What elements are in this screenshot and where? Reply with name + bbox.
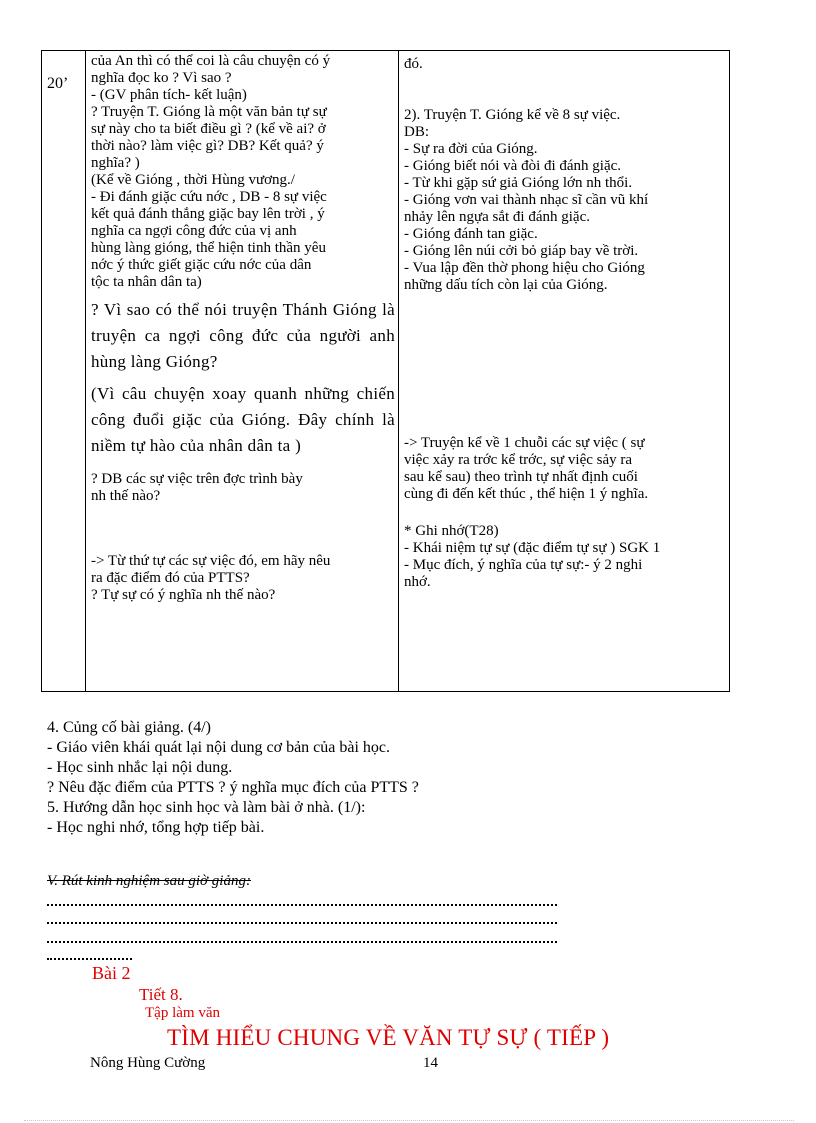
text-line: nghĩa ca ngợi công đức của vị anh <box>91 223 297 239</box>
text-line: ra đặc điểm đó của PTTS? <box>91 570 250 586</box>
subject-label: Tập làm văn <box>145 1005 220 1021</box>
text-line: - Gióng lên núi cởi bỏ giáp bay về trời. <box>404 243 639 259</box>
text-line: (Kể về Gióng , thời Hùng vương./ <box>91 172 295 188</box>
text-line: 2). Truyện T. Gióng kể về 8 sự việc. <box>404 107 621 123</box>
text-line: nớc ý thức giết giặc cứu nớc của dân <box>91 257 312 273</box>
text-line: DB: <box>404 124 430 140</box>
text-line: những dấu tích còn lại của Gióng. <box>404 277 608 293</box>
footer-author: Nông Hùng Cường <box>90 1055 206 1071</box>
text-line: - Vua lập đền thờ phong hiệu cho Gióng <box>404 260 645 276</box>
text-line: -> Từ thứ tự các sự việc đó, em hãy nêu <box>91 553 331 569</box>
answer-thanh-giong: (Vì câu chuyện xoay quanh những chiến công đuổi giặc của Gióng. Đây chính là niềm tự hào của nhân dân ta ) <box>91 384 395 455</box>
text-line: kết quả đánh thắng giặc bay lên trời , ý <box>91 206 325 222</box>
text-line: nghĩa đọc ko ? Vì sao ? <box>91 70 232 86</box>
text-line: nh thế nào? <box>91 488 161 504</box>
text-line: đó. <box>404 56 423 72</box>
conclusion-block <box>404 435 726 503</box>
text-line: - Gióng đánh tan giặc. <box>404 226 538 242</box>
consolidation-section <box>47 718 607 838</box>
dotted-line <box>47 958 132 960</box>
text-line: - Khái niệm tự sự (đặc điểm tự sự ) SGK 1 <box>404 540 661 556</box>
text-line: - Mục đích, ý nghĩa của tự sự:- ý 2 nghi <box>404 557 643 573</box>
notes-block <box>404 523 726 591</box>
text-line: - Gióng biết nói và đòi đi đánh giặc. <box>404 158 622 174</box>
time-cell: 20’ <box>47 75 69 92</box>
dotted-line <box>47 904 557 906</box>
text-line: - Từ khi gặp sứ giả Gióng lớn nh thổi. <box>404 175 633 191</box>
text-line: - (GV phân tích- kết luận) <box>91 87 247 103</box>
page-number: 14 <box>423 1055 438 1071</box>
text-line: việc xảy ra trớc kể trớc, sự việc sảy ra <box>404 452 633 468</box>
text-line: nhảy lên ngựa sắt đi đánh giặc. <box>404 209 590 225</box>
dotted-line <box>47 922 557 924</box>
table-column-divider <box>85 51 86 691</box>
text-line: - Học nghi nhớ, tổng hợp tiếp bài. <box>47 819 265 836</box>
text-line: - Đi đánh giặc cứu nớc , DB - 8 sự việc <box>91 189 327 205</box>
text-line: ? Nêu đặc điểm của PTTS ? ý nghĩa mục đích của PTTS ? <box>47 779 419 796</box>
text-line: hùng làng gióng, thể hiện tinh thần yêu <box>91 240 326 256</box>
teacher-activity-column <box>91 53 395 604</box>
text-line: 4. Củng cố bài giảng. (4/) <box>47 719 211 736</box>
events-block <box>404 107 726 294</box>
table-column-divider <box>398 51 399 691</box>
text-line: - Học sinh nhắc lại nội dung. <box>47 759 233 776</box>
lesson-table <box>41 50 730 692</box>
experience-title: V. Rút kinh nghiệm sau giờ giảng: <box>47 873 251 889</box>
question-order-block <box>91 471 395 505</box>
text-line: cùng đi đến kết thúc , thể hiện 1 ý nghĩa. <box>404 486 649 502</box>
text-line: -> Truyện kể về 1 chuỗi các sự việc ( sự <box>404 435 645 451</box>
content-column <box>404 56 726 591</box>
text-line: - Gióng vơn vai thành nhạc sĩ cần vũ khí <box>404 192 649 208</box>
lesson-title: TÌM HIỂU CHUNG VỀ VĂN TỰ SỰ ( TIẾP ) <box>167 1025 610 1050</box>
text-line: - Sự ra đời của Gióng. <box>404 141 538 157</box>
dotted-line <box>47 941 557 943</box>
text-line: 5. Hướng dẫn học sinh học và làm bài ở nhà. (1/): <box>47 799 366 816</box>
text-line: sau kể sau) theo trình tự nhất định cuối <box>404 469 638 485</box>
page-bottom-border <box>24 1120 794 1121</box>
text-line: của An thì có thể coi là câu chuyện có ý <box>91 53 331 69</box>
question-thanh-giong: ? Vì sao có thể nói truyện Thánh Gióng là truyện ca ngợi công đức của người anh hùng làng Gióng? <box>91 300 395 371</box>
text-line: tộc ta nhân dân ta) <box>91 274 202 290</box>
text-line: ? Truyện T. Gióng là một văn bản tự sự <box>91 104 327 120</box>
text-line: ? Tự sự có ý nghĩa nh thế nào? <box>91 587 276 603</box>
text-line: nhớ. <box>404 574 431 590</box>
text-line: - Giáo viên khái quát lại nội dung cơ bản của bài học. <box>47 739 391 756</box>
period-label: Tiết 8. <box>139 985 183 1004</box>
text-line: nghĩa? ) <box>91 155 140 171</box>
middle-top-block <box>91 53 395 291</box>
text-line: * Ghi nhớ(T28) <box>404 523 499 539</box>
lesson-number: Bài 2 <box>92 963 131 983</box>
question-characteristics-block <box>91 553 395 604</box>
text-line: ? DB các sự việc trên đợc trình bày <box>91 471 303 487</box>
text-line: sự này cho ta biết điều gì ? (kể về ai? ở <box>91 121 326 137</box>
text-line: thời nào? làm việc gì? DB? Kết quả? ý <box>91 138 324 154</box>
experience-section <box>47 873 567 890</box>
